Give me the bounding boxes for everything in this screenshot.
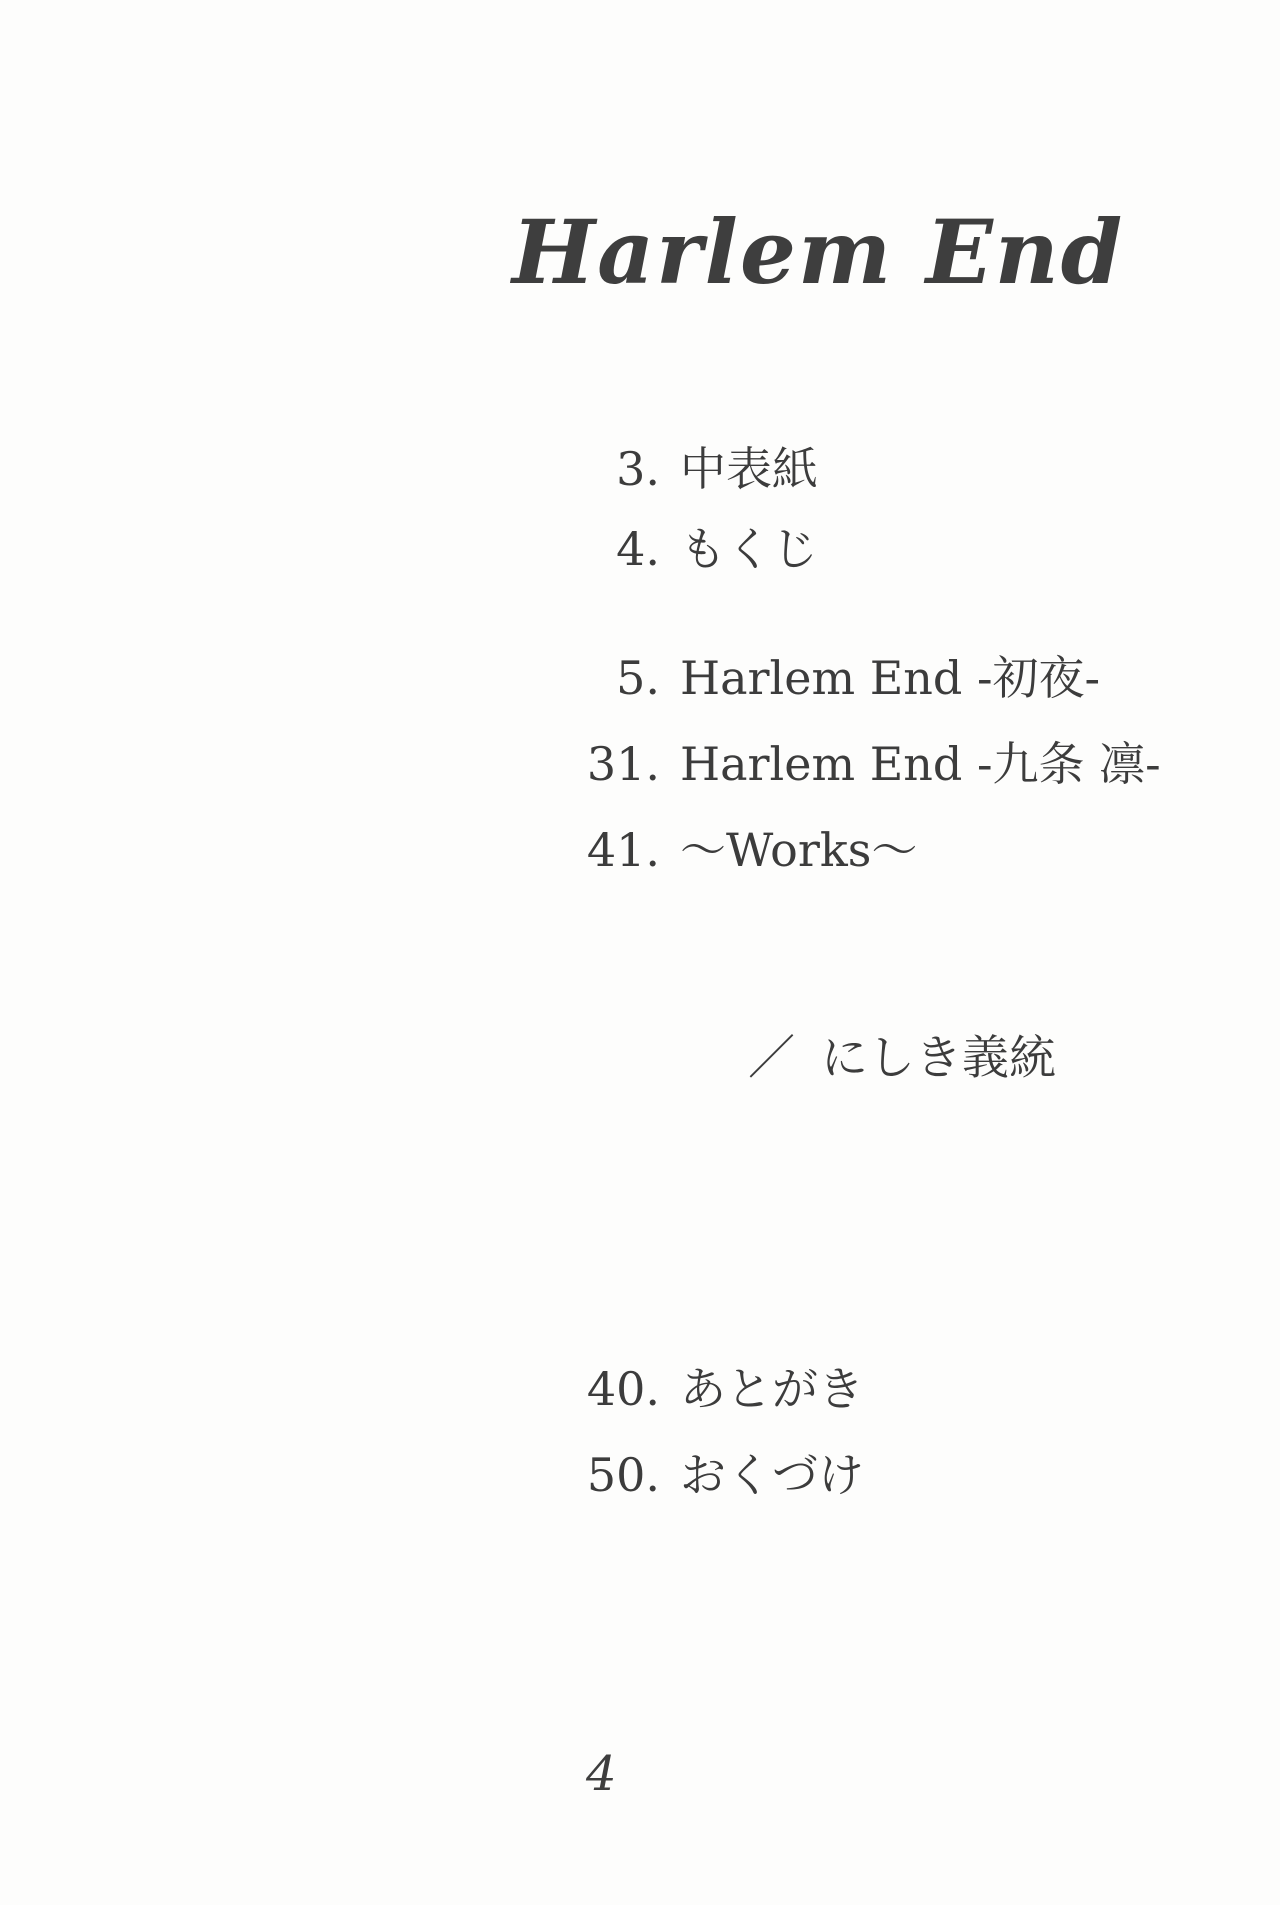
- toc-entry: [510, 443, 818, 496]
- toc-entry: [510, 523, 818, 576]
- toc-entry-page-number: 5.: [616, 651, 660, 705]
- toc-entry: [510, 1363, 864, 1416]
- toc-entry-page-number: 40.: [586, 1362, 660, 1416]
- toc-entry-page-number: 3.: [616, 442, 660, 496]
- toc-entry-title: あとがき: [680, 1362, 864, 1416]
- toc-entry-title: Harlem End -初夜-: [680, 651, 1101, 705]
- toc-entry-title: もくじ: [680, 522, 818, 576]
- author-slash: ／: [748, 1031, 795, 1086]
- page-number: 4: [586, 1746, 617, 1802]
- toc-entry: [510, 1449, 864, 1502]
- toc-entry: [510, 652, 1100, 705]
- toc-entry-title: ～Works～: [680, 823, 918, 877]
- toc-entry-title: Harlem End -九条 凛-: [680, 737, 1161, 791]
- toc-entry-title: 中表紙: [680, 442, 818, 496]
- toc-entry-page-number: 50.: [586, 1448, 660, 1502]
- toc-entry-title: おくづけ: [680, 1448, 864, 1502]
- toc-entry: [510, 824, 917, 877]
- toc-entry: [510, 738, 1161, 791]
- book-title: Harlem End: [512, 200, 1125, 304]
- toc-entry-page-number: 4.: [616, 522, 660, 576]
- toc-entry-page-number: 41.: [586, 823, 660, 877]
- author-name: にしき義統: [821, 1031, 1056, 1086]
- toc-entry-page-number: 31.: [586, 737, 660, 791]
- author-credit: [748, 1032, 1056, 1086]
